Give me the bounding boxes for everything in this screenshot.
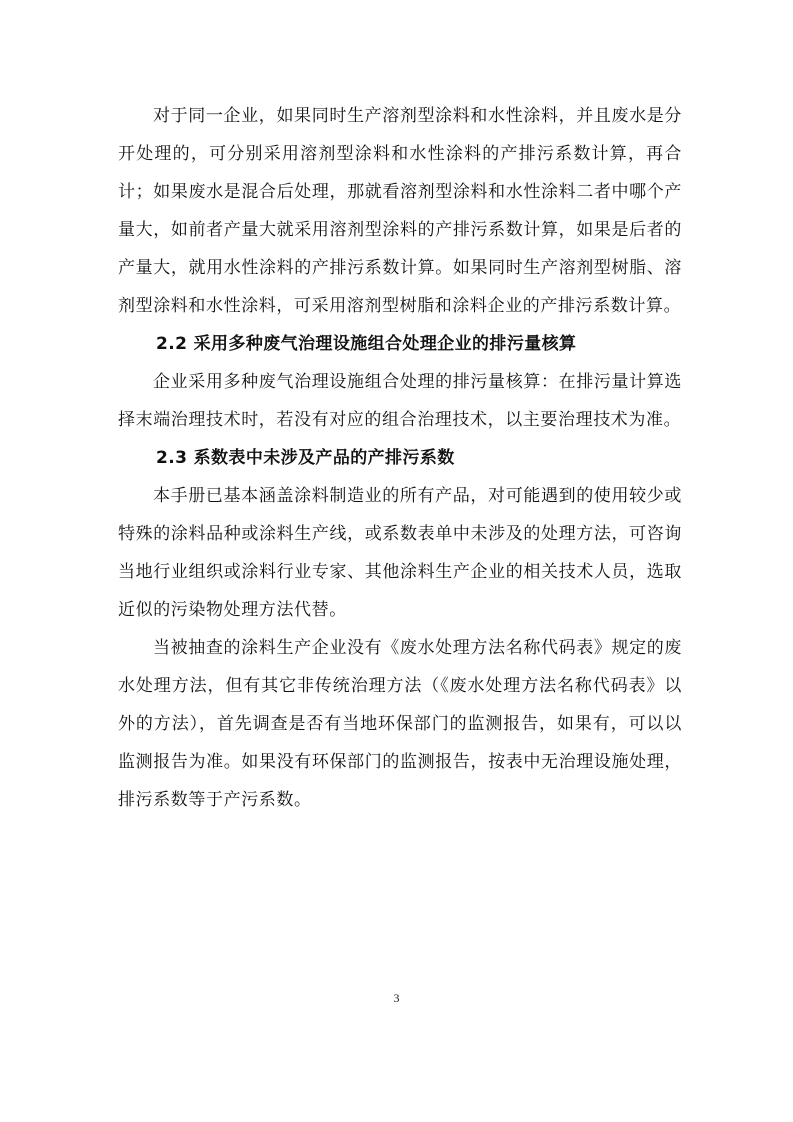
section-heading-2-2: 2.2 采用多种废气治理设施组合处理企业的排污量核算 — [156, 334, 577, 354]
paragraph-handbook-coverage: 本手册已基本涵盖涂料制造业的所有产品，对可能遇到的使用较少或特殊的涂料品种或涂料生产线，或系数表单中未涉及的处理方法，可咨询当地行业组织或涂料行业专家、其他涂料生产企业的相关技术人员，选取近似的污染物处理方法代替。 — [118, 486, 682, 620]
paragraph-mixed-production: 对于同一企业，如果同时生产溶剂型涂料和水性涂料，并且废水是分开处理的，可分别采用溶剂型涂料和水性涂料的产排污系数计算，再合计；如果废水是混合后处理，那就看溶剂型涂料和水性涂料二者中哪个产量大，如前者产量大就采用溶剂型涂料的产排污系数计算，如果是后者的产量大，就用水性涂料的产排污系数计算。如果同时生产溶剂型树脂、溶剂型涂料和水性涂料，可采用溶剂型树脂和涂料企业的产排污系数计算。 — [118, 106, 682, 316]
page-number: 3 — [393, 991, 400, 1005]
paragraph-combined-treatment: 企业采用多种废气治理设施组合处理的排污量核算：在排污量计算选择末端治理技术时，若没有对应的组合治理技术，以主要治理技术为准。 — [118, 372, 682, 430]
section-heading-2-3: 2.3 系数表中未涉及产品的产排污系数 — [156, 448, 455, 468]
page-body — [118, 97, 682, 819]
paragraph-wastewater-method: 当被抽查的涂料生产企业没有《废水处理方法名称代码表》规定的废水处理方法，但有其它非传统治理方法（《废水处理方法名称代码表》以外的方法），首先调查是否有当地环保部门的监测报告，如果有，可以以监测报告为准。如果没有环保部门的监测报告，按表中无治理设施处理，排污系数等于产污系数。 — [118, 638, 682, 810]
